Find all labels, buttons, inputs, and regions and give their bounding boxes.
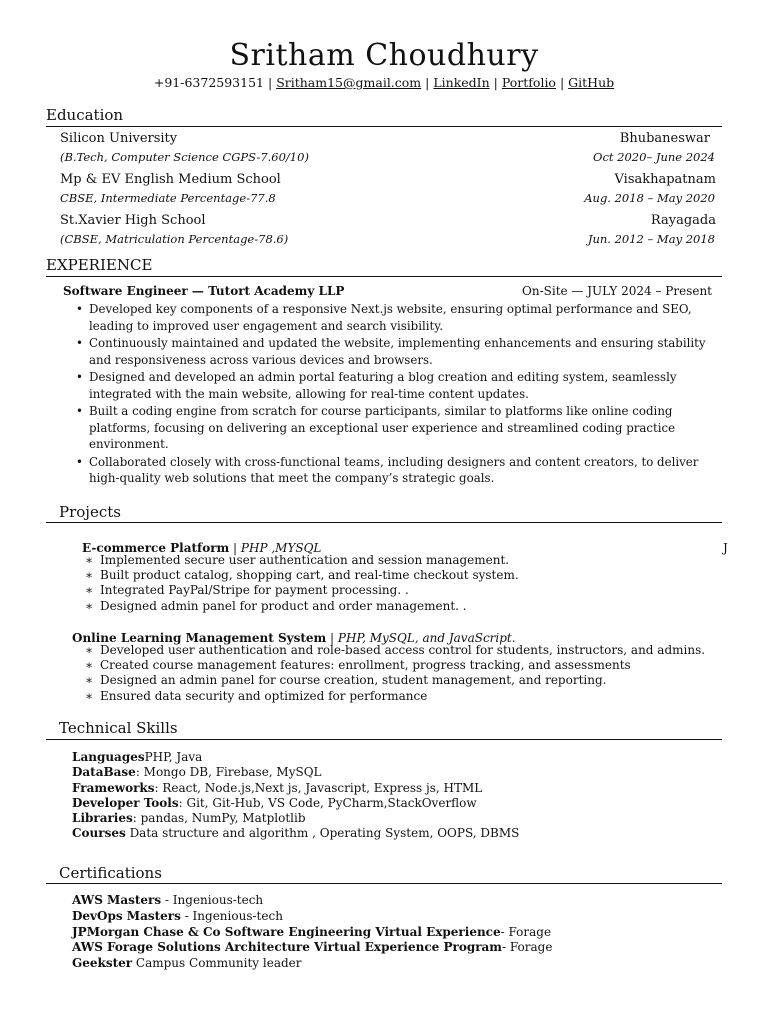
project-bullets — [85, 553, 519, 614]
certification-row: Geekster Campus Community leader — [72, 956, 302, 971]
skill-row: Libraries: pandas, NumPy, Matplotlib — [72, 811, 306, 826]
separator: | — [233, 541, 238, 555]
school-detail: CBSE, Intermediate Percentage-77.8 — [60, 191, 276, 205]
certifications-heading: Certifications — [59, 864, 162, 882]
project-bullets — [85, 643, 705, 704]
school-location: Bhubaneswar — [619, 131, 710, 146]
skills-list — [72, 750, 519, 842]
job-title: Software Engineer — Tutort Academy LLP — [63, 284, 345, 298]
list-item: ∗ Built product catalog, shopping cart, and real-time checkout system. — [85, 568, 519, 583]
education-heading: Education — [46, 106, 124, 124]
project-title: E-commerce Platform — [82, 541, 230, 555]
list-item: • Built a coding engine from scratch for course participants, similar to platforms like online coding platforms, focusing on delivering an exceptional user experience and streamlined coding practice environment. — [76, 404, 676, 451]
list-item: • Developed key components of a responsive Next.js website, ensuring optimal performance and SEO, leading to improved user engagement and search visibility. — [76, 302, 692, 333]
certification-row: AWS Masters - Ingenious-tech — [72, 893, 264, 907]
certifications-rule — [46, 883, 722, 884]
separator: | — [267, 75, 273, 90]
skill-row: Courses Data structure and algorithm , Operating System, OOPS, DBMS — [72, 826, 520, 841]
skills-rule — [46, 739, 722, 740]
linkedin-link[interactable]: LinkedIn — [433, 75, 490, 90]
separator: | — [425, 75, 430, 90]
projects-heading: Projects — [59, 503, 121, 521]
portfolio-link[interactable]: Portfolio — [501, 75, 556, 90]
github-link[interactable]: GitHub — [568, 75, 615, 90]
list-item: ∗ Integrated PayPal/Stripe for payment processing. . — [85, 583, 409, 598]
projects-rule — [46, 522, 722, 523]
list-item: • Collaborated closely with cross-functional teams, including designers and content creators, to deliver high-quality web solutions that meet the company’s strategic goals. — [76, 454, 699, 485]
separator: | — [330, 631, 335, 645]
project-tech: PHP ,MYSQL — [240, 541, 322, 555]
list-item: ∗ Designed an admin panel for course creation, student management, and reporting. — [85, 673, 607, 688]
skills-heading: Technical Skills — [59, 719, 178, 737]
experience-bullets — [76, 301, 718, 488]
phone-number: +91-6372593151 — [153, 75, 264, 90]
list-item: ∗ Ensured data security and optimized for performance — [85, 688, 428, 703]
separator: | — [559, 75, 565, 90]
list-item: ∗ Created course management features: enrollment, progress tracking, and assessments — [85, 658, 631, 673]
school-dates: Aug. 2018 – May 2020 — [584, 191, 715, 205]
school-detail: (CBSE, Matriculation Percentage-78.6) — [60, 232, 289, 246]
list-item: • Designed and developed an admin portal featuring a blog creation and editing system, seamlessly integrated with the main website, allowing for real-time content updates. — [76, 370, 677, 401]
education-rule — [46, 126, 722, 127]
school-dates: Jun. 2012 – May 2018 — [587, 232, 715, 246]
school-detail: (B.Tech, Computer Science CGPS-7.60/10) — [60, 150, 309, 164]
school-name: St.Xavier High School — [60, 213, 206, 228]
certification-row: JPMorgan Chase & Co Software Engineering Virtual Experience- Forage — [72, 924, 552, 939]
school-dates: Oct 2020– June 2024 — [593, 150, 715, 164]
school-name: Mp & EV English Medium School — [60, 172, 281, 187]
skill-row: Frameworks: React, Node.js,Next js, Javascript, Express js, HTML — [72, 780, 483, 795]
school-location: Rayagada — [650, 213, 716, 228]
email-link[interactable]: Sritham15@gmail.com — [276, 75, 422, 90]
skill-row: Developer Tools: Git, Git-Hub, VS Code, PyCharm,StackOverflow — [72, 795, 477, 810]
school-name: Silicon University — [60, 131, 178, 146]
stray-character: J — [723, 541, 728, 555]
candidate-name: Sritham Choudhury — [229, 38, 539, 73]
skill-row: LanguagesPHP, Java — [72, 750, 203, 764]
job-meta: On-Site — JULY 2024 – Present — [522, 284, 712, 298]
project-tech: PHP, MySQL, and JavaScript. — [337, 631, 516, 645]
skill-row: DataBase: Mongo DB, Firebase, MySQL — [72, 765, 322, 780]
project-title: Online Learning Management System — [72, 631, 327, 645]
certifications-list — [72, 893, 552, 972]
experience-heading: EXPERIENCE — [46, 256, 153, 274]
list-item: ∗ Designed admin panel for product and order management. . — [85, 598, 467, 613]
separator: | — [493, 75, 498, 90]
school-location: Visakhapatnam — [614, 172, 716, 187]
certification-row: DevOps Masters - Ingenious-tech — [72, 908, 283, 923]
list-item: ∗ Developed user authentication and role-based access control for students, instructors, and admins. — [85, 643, 706, 657]
list-item: ∗ Implemented secure user authentication and session management. — [85, 553, 510, 567]
certification-row: AWS Forage Solutions Architecture Virtual Experience Program- Forage — [72, 940, 553, 955]
contact-line — [0, 75, 768, 90]
experience-rule — [46, 276, 722, 277]
list-item: • Continuously maintained and updated the website, implementing enhancements and ensuring stability and responsiveness across various devices and browsers. — [76, 336, 706, 367]
